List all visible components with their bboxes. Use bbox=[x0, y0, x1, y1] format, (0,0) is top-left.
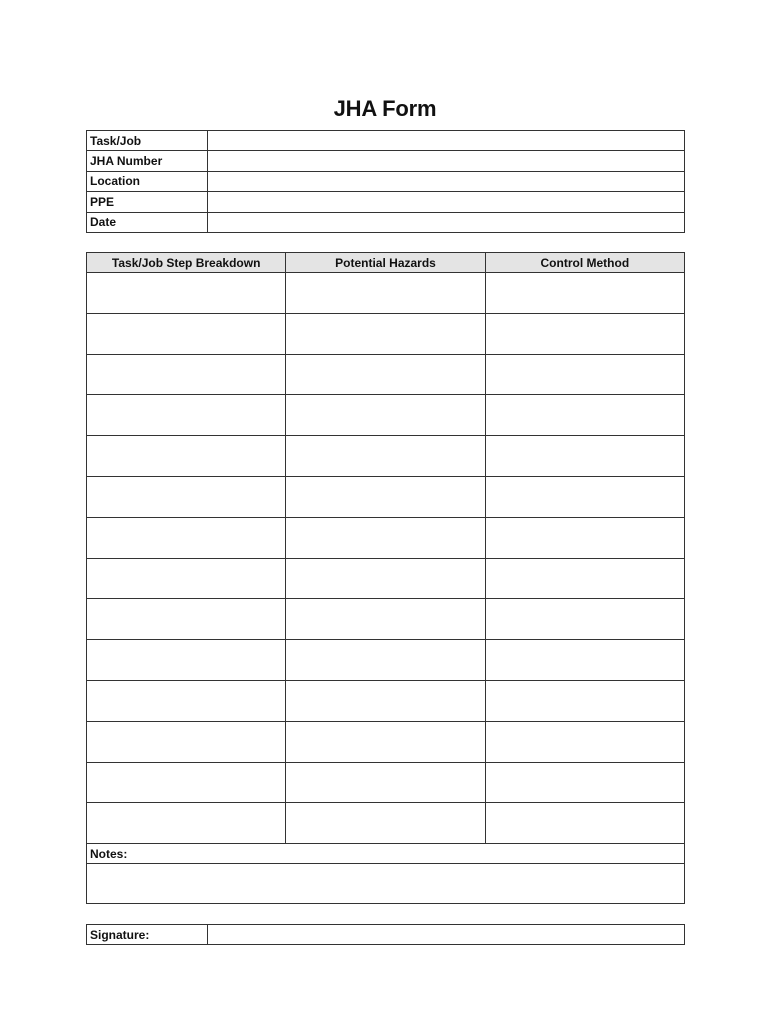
control-cell[interactable] bbox=[485, 313, 684, 354]
hazard-cell[interactable] bbox=[286, 680, 485, 721]
hazard-cell[interactable] bbox=[286, 558, 485, 599]
column-header-control: Control Method bbox=[485, 253, 684, 273]
hazard-cell[interactable] bbox=[286, 762, 485, 803]
control-cell[interactable] bbox=[485, 803, 684, 844]
table-row bbox=[87, 803, 685, 844]
hazard-cell[interactable] bbox=[286, 640, 485, 681]
control-cell[interactable] bbox=[485, 517, 684, 558]
info-value-field[interactable] bbox=[208, 192, 685, 212]
hazard-cell[interactable] bbox=[286, 476, 485, 517]
info-label: Date bbox=[87, 212, 208, 232]
signature-label: Signature: bbox=[87, 925, 208, 945]
notes-field[interactable] bbox=[87, 864, 685, 904]
step-cell[interactable] bbox=[87, 517, 286, 558]
column-header-step: Task/Job Step Breakdown bbox=[87, 253, 286, 273]
hazard-cell[interactable] bbox=[286, 436, 485, 477]
notes-label: Notes: bbox=[87, 844, 685, 864]
table-row bbox=[87, 680, 685, 721]
table-row bbox=[87, 395, 685, 436]
step-cell[interactable] bbox=[87, 354, 286, 395]
hazard-cell[interactable] bbox=[286, 395, 485, 436]
info-value-field[interactable] bbox=[208, 171, 685, 191]
info-value-field[interactable] bbox=[208, 131, 685, 151]
info-row bbox=[87, 131, 685, 151]
table-row bbox=[87, 762, 685, 803]
control-cell[interactable] bbox=[485, 680, 684, 721]
step-cell[interactable] bbox=[87, 436, 286, 477]
step-cell[interactable] bbox=[87, 640, 286, 681]
table-header-row bbox=[87, 253, 685, 273]
step-cell[interactable] bbox=[87, 476, 286, 517]
step-cell[interactable] bbox=[87, 803, 286, 844]
control-cell[interactable] bbox=[485, 354, 684, 395]
hazard-cell[interactable] bbox=[286, 354, 485, 395]
step-cell[interactable] bbox=[87, 313, 286, 354]
control-cell[interactable] bbox=[485, 721, 684, 762]
info-label: JHA Number bbox=[87, 151, 208, 171]
control-cell[interactable] bbox=[485, 273, 684, 314]
control-cell[interactable] bbox=[485, 476, 684, 517]
info-label: Location bbox=[87, 171, 208, 191]
hazard-cell[interactable] bbox=[286, 803, 485, 844]
notes-label-row bbox=[87, 844, 685, 864]
table-row bbox=[87, 721, 685, 762]
table-row bbox=[87, 273, 685, 314]
table-row bbox=[87, 476, 685, 517]
hazard-cell[interactable] bbox=[286, 313, 485, 354]
control-cell[interactable] bbox=[485, 640, 684, 681]
hazard-cell[interactable] bbox=[286, 517, 485, 558]
step-cell[interactable] bbox=[87, 721, 286, 762]
page-title: JHA Form bbox=[333, 96, 437, 121]
control-cell[interactable] bbox=[485, 436, 684, 477]
info-row bbox=[87, 171, 685, 191]
info-label: Task/Job bbox=[87, 131, 208, 151]
info-row bbox=[87, 192, 685, 212]
control-cell[interactable] bbox=[485, 558, 684, 599]
table-row bbox=[87, 517, 685, 558]
info-value-field[interactable] bbox=[208, 151, 685, 171]
signature-row bbox=[87, 925, 685, 945]
table-row bbox=[87, 599, 685, 640]
info-row bbox=[87, 212, 685, 232]
control-cell[interactable] bbox=[485, 395, 684, 436]
hazard-table bbox=[86, 252, 685, 904]
step-cell[interactable] bbox=[87, 680, 286, 721]
table-row bbox=[87, 558, 685, 599]
step-cell[interactable] bbox=[87, 599, 286, 640]
hazard-cell[interactable] bbox=[286, 273, 485, 314]
signature-table bbox=[86, 924, 685, 945]
step-cell[interactable] bbox=[87, 762, 286, 803]
step-cell[interactable] bbox=[87, 395, 286, 436]
info-label: PPE bbox=[87, 192, 208, 212]
column-header-hazards: Potential Hazards bbox=[286, 253, 485, 273]
hazard-cell[interactable] bbox=[286, 721, 485, 762]
control-cell[interactable] bbox=[485, 762, 684, 803]
table-row bbox=[87, 313, 685, 354]
notes-row bbox=[87, 864, 685, 904]
hazard-cell[interactable] bbox=[286, 599, 485, 640]
control-cell[interactable] bbox=[485, 599, 684, 640]
info-row bbox=[87, 151, 685, 171]
step-cell[interactable] bbox=[87, 558, 286, 599]
table-row bbox=[87, 436, 685, 477]
table-row bbox=[87, 354, 685, 395]
info-table bbox=[86, 130, 685, 233]
table-row bbox=[87, 640, 685, 681]
step-cell[interactable] bbox=[87, 273, 286, 314]
signature-field[interactable] bbox=[208, 925, 685, 945]
info-value-field[interactable] bbox=[208, 212, 685, 232]
